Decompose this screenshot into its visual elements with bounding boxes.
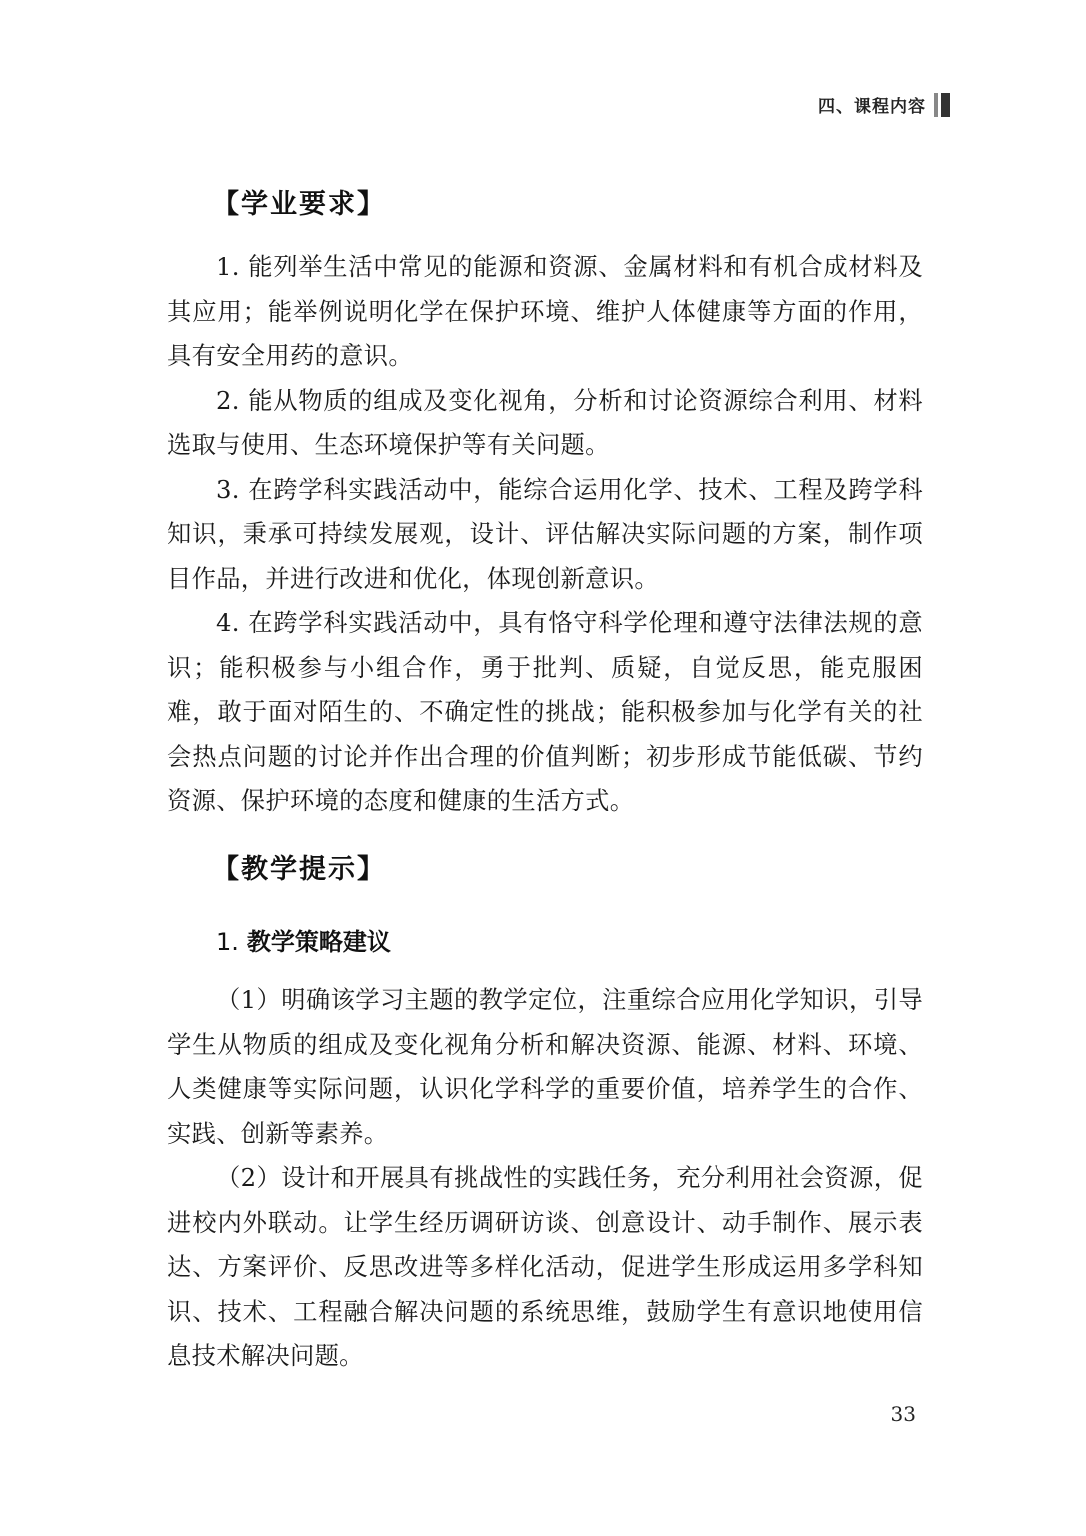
bar-mark-thin: [934, 93, 938, 117]
subsection-title-text: 教学策略建议: [246, 928, 391, 956]
requirement-paragraph-3: 3. 在跨学科实践活动中，能综合运用化学、技术、工程及跨学科知识，秉承可持续发展观，设计、评估解决实际问题的方案，制作项目作品，并进行改进和优化，体现创新意识。: [167, 474, 923, 593]
requirement-paragraph-4: 4. 在跨学科实践活动中，具有恪守科学伦理和遵守法律法规的意识；能积极参与小组合作，勇于批判、质疑，自觉反思，能克服困难，敢于面对陌生的、不确定性的挑战；能积极参加与化学有关的社会热点问题的讨论并作出合理的价值判断；初步形成节能低碳、节约资源、保护环境的态度和健康的生活方式。: [167, 608, 923, 815]
page-number: 33: [890, 1402, 916, 1426]
section-title-requirements: 【学业要求】: [212, 189, 386, 220]
teaching-paragraph-2: （2）设计和开展具有挑战性的实践任务，充分利用社会资源，促进校内外联动。让学生经历调研访谈、创意设计、动手制作、展示表达、方案评价、反思改进等多样化活动，促进学生形成运用多学科知识、技术、工程融合解决问题的系统思维，鼓励学生有意识地使用信息技术解决问题。: [167, 1163, 923, 1370]
subsection-number: 1.: [216, 928, 239, 956]
bar-mark-thick: [941, 93, 950, 117]
requirements-body: [167, 245, 923, 824]
subsection-title: [216, 922, 391, 957]
teaching-paragraph-1: （1）明确该学习主题的教学定位，注重综合应用化学知识，引导学生从物质的组成及变化视角分析和解决资源、能源、材料、环境、人类健康等实际问题，认识化学科学的重要价值，培养学生的合作、实践、创新等素养。: [167, 985, 923, 1148]
teaching-body: [167, 978, 923, 1379]
running-head-title: 四、课程内容: [818, 97, 926, 117]
requirement-paragraph-1: 1. 能列举生活中常见的能源和资源、金属材料和有机合成材料及其应用；能举例说明化学在保护环境、维护人体健康等方面的作用，具有安全用药的意识。: [167, 252, 923, 370]
running-head: [818, 92, 950, 117]
running-head-bar-marks: [934, 93, 950, 117]
requirement-paragraph-2: 2. 能从物质的组成及变化视角，分析和讨论资源综合利用、材料选取与使用、生态环境保护等有关问题。: [167, 385, 923, 459]
section-title-teaching: 【教学提示】: [212, 854, 386, 885]
